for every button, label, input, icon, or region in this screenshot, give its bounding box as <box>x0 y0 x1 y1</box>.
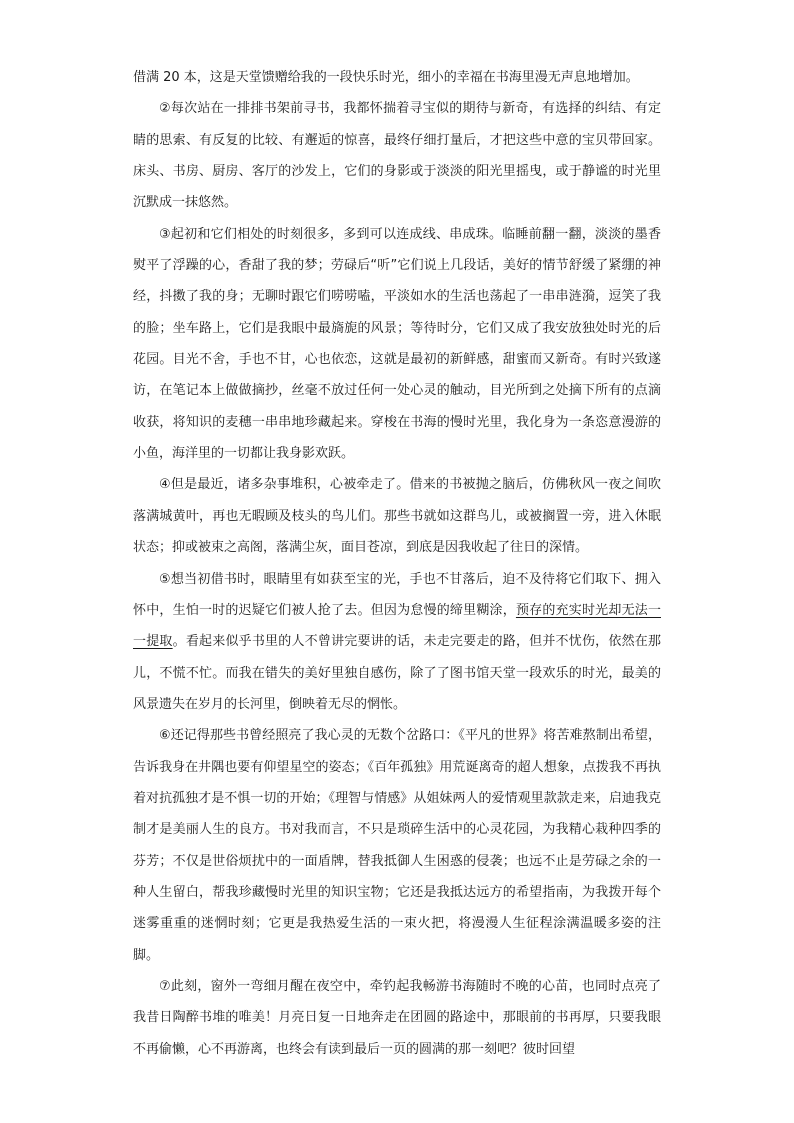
paragraph-5 <box>133 564 661 721</box>
paragraph-4: ④但是最近，诸多杂事堆积，心被牵走了。借来的书被抛之脑后，仿佛秋风一夜之间吹落满城黄叶，再也无暇顾及枝头的鸟儿们。那些书就如这群鸟儿，或被搁置一旁，进入休眠状态；抑或被束之高阁，落满尘灰，面目苍凉，到底是因我收起了往日的深情。 <box>133 477 661 556</box>
paragraph-6: ⑥还记得那些书曾经照亮了我心灵的无数个岔路口：《平凡的世界》将苦难熬制出希望，告诉我身在井隅也要有仰望星空的姿态；《百年孤独》用荒诞离奇的超人想象，点拨我不再执着对抗孤独才是不惧一切的开始；《理智与情感》从姐妹两人的爱情观里款款走来，启迪我克制才是美丽人生的良方。书对我而言，不只是琐碎生活中的心灵花园，为我精心栽种四季的芬芳；不仅是世俗烦扰中的一面盾牌，替我抵御人生困惑的侵袭；也远不止是劳碌之余的一种人生留白，帮我珍藏慢时光里的知识宝物；它还是我抵达远方的希望指南，为我拨开每个迷雾重重的迷惘时刻；它更是我热爱生活的一束火把，将漫漫人生征程涂满温暖多姿的注脚。 <box>133 728 661 963</box>
document-page <box>133 62 661 1065</box>
paragraph-7: ⑦此刻，窗外一弯细月醒在夜空中，牵钓起我畅游书海随时不晚的心苗，也同时点亮了我昔日陶醉书堆的唯美！月亮日复一日地奔走在团圆的路途中，那眼前的书再厚，只要我眼不再偷懒，心不再游离，也终会有读到最后一页的圆满的那一刻吧？彼时回望 <box>133 978 661 1057</box>
paragraph-2: ②每次站在一排排书架前寻书，我都怀揣着寻宝似的期待与新奇，有选择的纠结、有定睛的思索、有反复的比较、有邂逅的惊喜，最终仔细打量后，才把这些中意的宝贝带回家。床头、书房、厨房、客厅的沙发上，它们的身影或于淡淡的阳光里摇曳，或于静谧的时光里沉默成一抹悠然。 <box>133 101 661 211</box>
paragraph-3: ③起初和它们相处的时刻很多，多到可以连成线、串成珠。临睡前翻一翻，淡淡的墨香熨平了浮躁的心，香甜了我的梦；劳碌后“听”它们说上几段话，美好的情节舒缓了紧绷的神经，抖擞了我的身；无聊时跟它们唠唠嗑，平淡如水的生活也荡起了一串串涟漪，逗笑了我的脸；坐车路上，它们是我眼中最旖旎的风景；等待时分，它们又成了我安放独处时光的后花园。目光不舍，手也不甘，心也依恋，这就是最初的新鲜感，甜蜜而又新奇。有时兴致遂访，在笔记本上做做摘抄，丝毫不放过任何一处心灵的触动，目光所到之处摘下所有的点滴收获，将知识的麦穗一串串地珍藏起来。穿梭在书海的慢时光里，我化身为一条恣意漫游的小鱼，海洋里的一切都让我身影欢跃。 <box>133 226 661 462</box>
paragraph-continuation: 借满 20 本，这是天堂馈赠给我的一段快乐时光，细小的幸福在书海里漫无声息地增加。 <box>133 70 639 85</box>
paragraph-5-before: ⑤想当初借书时，眼睛里有如获至宝的光，手也不甘落后，迫不及待将它们取下、拥入怀中，生怕一时的迟疑它们被人抢了去。但因为怠慢的缔里糊涂， <box>133 571 661 618</box>
underlined-phrase: 预存的充实时光却无法一一提取 <box>133 602 661 650</box>
paragraph-5-after: 。看起来似乎书里的人不曾讲完要讲的话，未走完要走的路，但并不忧伤，依然在那儿，不慌不忙。而我在错失的美好里独自感伤，除了了图书馆天堂一段欢乐的时光，最美的风景遗失在岁月的长河里，倒映着无尽的惘怅。 <box>133 634 661 712</box>
